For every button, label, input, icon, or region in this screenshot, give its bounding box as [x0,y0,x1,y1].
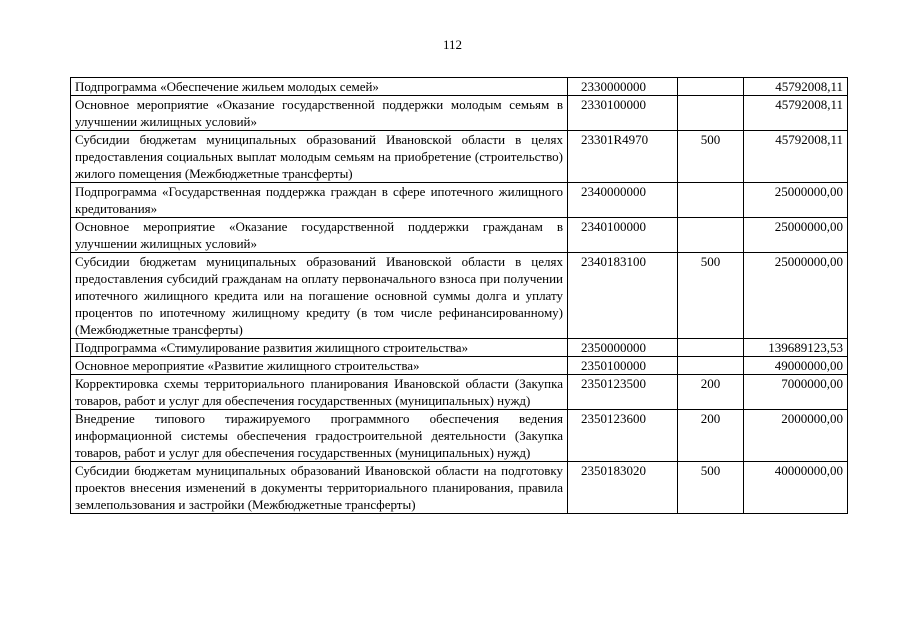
row-name: Субсидии бюджетам муниципальных образований Ивановской области в целях предоставления субсидий гражданам на оплату первоначального взноса при получении ипотечного жилищного кредита или на погашение основной суммы долга и уплату процентов по ипотечному жилищному кредиту (в том числе рефинансированному) (Межбюджетные трансферты) [71,253,568,339]
row-code: 2330000000 [568,78,678,96]
table-row [71,218,848,253]
row-sum: 45792008,11 [744,96,848,131]
row-sum: 2000000,00 [744,410,848,462]
row-name: Корректировка схемы территориального планирования Ивановской области (Закупка товаров, работ и услуг для обеспечения государственных (муниципальных) нужд) [71,375,568,410]
row-sum: 45792008,11 [744,131,848,183]
table-row [71,131,848,183]
row-name: Основное мероприятие «Развитие жилищного строительства» [71,357,568,375]
row-kind [678,96,744,131]
row-kind: 500 [678,462,744,514]
row-name: Подпрограмма «Государственная поддержка граждан в сфере ипотечного жилищного кредитования» [71,183,568,218]
row-name: Основное мероприятие «Оказание государственной поддержки гражданам в улучшении жилищных условий» [71,218,568,253]
row-kind: 500 [678,131,744,183]
table-row [71,183,848,218]
row-sum: 45792008,11 [744,78,848,96]
row-code: 2350123600 [568,410,678,462]
row-code: 23301R4970 [568,131,678,183]
row-sum: 25000000,00 [744,253,848,339]
row-code: 2350100000 [568,357,678,375]
row-code: 2350183020 [568,462,678,514]
row-code: 2340183100 [568,253,678,339]
row-name: Субсидии бюджетам муниципальных образований Ивановской области в целях предоставления социальных выплат молодым семьям на приобретение (строительство) жилого помещения (Межбюджетные трансферты) [71,131,568,183]
row-kind: 200 [678,375,744,410]
row-code: 2350123500 [568,375,678,410]
row-sum: 25000000,00 [744,183,848,218]
row-kind [678,183,744,218]
row-kind [678,78,744,96]
table-row [71,78,848,96]
row-code: 2340000000 [568,183,678,218]
table-row [71,357,848,375]
row-kind [678,339,744,357]
row-kind: 500 [678,253,744,339]
row-sum: 49000000,00 [744,357,848,375]
table-row [71,375,848,410]
table-row [71,462,848,514]
row-code: 2340100000 [568,218,678,253]
table-row [71,253,848,339]
row-name: Подпрограмма «Стимулирование развития жилищного строительства» [71,339,568,357]
table-row [71,96,848,131]
row-code: 2330100000 [568,96,678,131]
table-row [71,339,848,357]
row-code: 2350000000 [568,339,678,357]
row-kind: 200 [678,410,744,462]
row-kind [678,357,744,375]
table-row [71,410,848,462]
row-sum: 25000000,00 [744,218,848,253]
row-name: Внедрение типового тиражируемого программного обеспечения ведения информационной системы обеспечения градостроительной деятельности (Закупка товаров, работ и услуг для обеспечения государственных (муниципальных) нужд) [71,410,568,462]
row-sum: 40000000,00 [744,462,848,514]
row-sum: 7000000,00 [744,375,848,410]
row-name: Субсидии бюджетам муниципальных образований Ивановской области на подготовку проектов внесения изменений в документы территориального планирования, правила землепользования и застройки (Межбюджетные трансферты) [71,462,568,514]
row-kind [678,218,744,253]
page-number: 112 [442,37,463,52]
row-name: Основное мероприятие «Оказание государственной поддержки молодым семьям в улучшении жилищных условий» [71,96,568,131]
row-name: Подпрограмма «Обеспечение жильем молодых семей» [71,78,568,96]
budget-table [70,77,848,514]
row-sum: 139689123,53 [744,339,848,357]
